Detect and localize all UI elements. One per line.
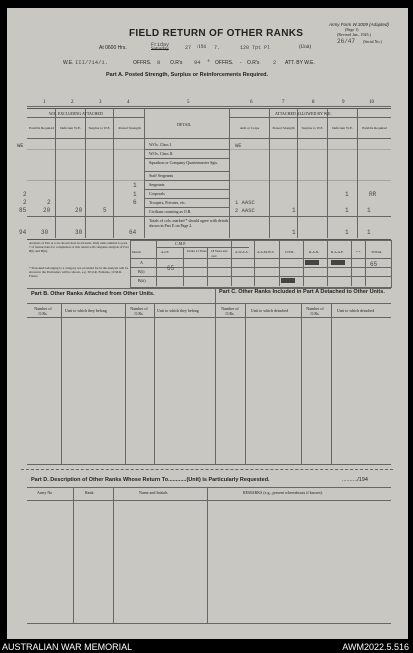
entry-civ-col2: 20	[43, 207, 51, 214]
analysis-head-aif: A.I.F.	[161, 250, 169, 254]
entry-row0-right: WE	[235, 142, 242, 149]
form-page	[7, 8, 408, 639]
day-value: Friday	[151, 42, 170, 48]
detail-row-cpl: Corporals	[149, 191, 165, 196]
part-c-head-unit1: Unit to which detached	[251, 308, 289, 313]
entry-total-col2: 30	[41, 229, 49, 236]
analysis-note-1: Analysis of Part A to be shown here in all units. Only units entitled to para. 7 of instructions for completion of this return will complete analysis of Part B(i) and B(ii).	[29, 241, 129, 253]
entry-total-col1: 94	[19, 229, 27, 236]
entry-row0-left: WE	[17, 142, 24, 149]
tear-line	[21, 469, 393, 470]
we-value: III/714/1.	[75, 59, 109, 66]
part-d-date: ........../194	[342, 477, 368, 483]
entry-tps-col2: 2	[47, 199, 51, 206]
col-num-3: 3	[99, 100, 102, 105]
analysis-head-18over: 18 Years and over	[211, 249, 228, 258]
detail-row-civ: Civilians counting as O.R.	[149, 209, 192, 214]
offrs-label: OFFRS.	[133, 60, 152, 66]
right-head-surplus: Surplus to W.E.	[301, 126, 324, 130]
redaction-mark-raaf	[331, 260, 345, 265]
right-head-establts: Establts Required	[362, 126, 387, 130]
ors2-value: 2	[273, 59, 277, 66]
col-num-8: 8	[312, 100, 315, 105]
at-line	[99, 45, 127, 51]
entry-tps-col4: 6	[133, 199, 137, 206]
col-num-7: 7	[282, 100, 285, 105]
analysis-head-ran: R.A.N.	[309, 250, 320, 254]
footer-accession-number: AWM2022.5.516	[342, 642, 409, 652]
part-b-head-unit1: Unit to which they belong	[65, 308, 107, 313]
we-excluding-header: W.E. EXCLUDING ATTACHED	[49, 111, 103, 116]
col-num-4: 4	[127, 100, 130, 105]
analysis-head-awas: A.W.A.S.	[235, 250, 249, 254]
form-title: FIELD RETURN OF OTHER RANKS	[129, 28, 304, 39]
analysis-head-civil: CIVIL	[285, 250, 295, 254]
offrs2-label: OFFRS.	[215, 60, 234, 66]
entry-civ-col1: 85	[19, 207, 27, 214]
col-num-1: 1	[43, 100, 46, 105]
date-value: 27	[185, 45, 192, 51]
army-form-label: Army Form W.3009 (Adapted)	[329, 22, 389, 27]
right-head-arm: Arm or Corps	[239, 126, 260, 130]
analysis-group-cmf: C.M.F.	[175, 241, 187, 246]
part-a-title: Part A. Posted Strength, Surplus or Reinforcements Required.	[106, 72, 269, 78]
detail-header: DETAIL	[177, 122, 192, 127]
redaction-mark-ran	[305, 260, 319, 265]
entry-total-col10: 1	[367, 229, 371, 236]
col-num-6: 6	[250, 100, 253, 105]
entry-cpl-col10: RR	[369, 191, 377, 198]
att-label: ATT. BY W.E.	[285, 60, 315, 66]
footer-institution: AUSTRALIAN WAR MEMORIAL	[2, 642, 133, 652]
part-c-head-num2: Number of O.Rs.	[306, 306, 324, 316]
analysis-total-value: 65	[370, 261, 378, 268]
ors2-label: O.R's	[247, 60, 260, 66]
date-year-label: /194	[197, 45, 206, 50]
revised-date: (Revised Jan., 1943.)	[337, 32, 371, 37]
analysis-head-detail: Detail	[132, 250, 141, 254]
entry-cpl-col4: 1	[133, 191, 137, 198]
detail-row-totals: Totals of cols. marked * should agree with details shown in Part E on Page 2.	[149, 218, 229, 228]
entry-tps-col1: 2	[23, 199, 27, 206]
at-hrs-label: At 0600 Hrs.	[99, 45, 127, 51]
part-c-head-unit2: Unit to which detached	[337, 308, 375, 313]
year-value: 7.	[214, 45, 221, 51]
detail-row-tps: Troopers, Privates, etc.	[149, 200, 186, 205]
part-b-title: Part B. Other Ranks Attached from Other Units.	[31, 291, 155, 297]
analysis-note-2: * Personnel belonging to a category not provided for in the analysis will be shown in the Particulars will be shown, e.g. 30 O.R. Females, 10 M.R. Fitters.	[29, 266, 129, 278]
redaction-mark-civil	[281, 278, 295, 283]
right-head-deficient: Deficient W.E.	[332, 126, 353, 130]
detail-row-ssgt: Staff Sergeants	[149, 173, 174, 178]
day-struck: Saturday	[151, 47, 169, 52]
offrs-value: 8	[157, 59, 161, 66]
detail-row-sgt: Sergeants	[149, 182, 165, 187]
detail-row-sqms: Squadron or Company Quartermaster Sgts.	[149, 160, 218, 165]
entry-sgt-col4: 1	[133, 182, 137, 189]
part-b-head-num2: Number of O.Rs.	[130, 306, 148, 316]
analysis-head-star: * *	[356, 250, 361, 254]
ors-value: 94	[194, 59, 201, 66]
left-head-deficient: Deficient W.E.	[60, 126, 81, 130]
part-c-head-num1: Number of O.Rs.	[221, 306, 239, 316]
entry-cpl-col1: 2	[23, 191, 27, 198]
part-c-title: Part C. Other Ranks Included in Part A Detached to Other Units.	[219, 289, 385, 295]
analysis-head-aamws: A.A.M.W.S.	[257, 250, 275, 254]
ors-label: O.R's	[170, 60, 183, 66]
col-num-2: 2	[71, 100, 74, 105]
part-d-head-rank: Rank	[85, 490, 94, 495]
analysis-head-under21: Under 21 Years	[187, 249, 207, 253]
entry-civ-col9: 1	[345, 207, 349, 214]
attached-allowed-header: ATTACHED ALLOWED BY W.E.	[275, 111, 332, 116]
unit-value: 120 Tpt Pl	[240, 45, 271, 51]
part-d-head-remarks: REMARKS (e.g., present whereabouts if known).	[243, 490, 323, 495]
entry-total-col4: 64	[129, 229, 137, 236]
offrs2-value: -	[239, 59, 243, 66]
entry-civ-col10: 1	[367, 207, 371, 214]
entry-total-col3: 30	[75, 229, 83, 236]
entry-civ-col6: 2 AASC	[235, 207, 255, 214]
entry-total-col9: 1	[345, 229, 349, 236]
part-d-head-name: Name and Initials	[139, 490, 168, 495]
col-num-10: 10	[369, 100, 374, 105]
entry-civ-col7: 1	[292, 207, 296, 214]
left-head-establts: Establts Required	[29, 126, 54, 130]
part-b-head-unit2: Unit to which they belong	[157, 308, 199, 313]
analysis-row-bi: B(i)	[138, 269, 145, 274]
left-head-posted: Posted Strength	[118, 126, 141, 130]
entry-civ-col4: 5	[103, 207, 107, 214]
entry-total-col7: 1	[292, 229, 296, 236]
analysis-row-bii: B(ii)	[138, 278, 146, 283]
col-num-5: 5	[187, 100, 190, 105]
analysis-head-total: TOTAL	[371, 250, 383, 254]
detail-row-wo2: W.Os. Class II.	[149, 151, 174, 156]
part-d-title: Part D. Description of Other Ranks Whose Return To............(Unit) is Particularly Requested.	[31, 477, 270, 483]
we-label: W.E.	[63, 60, 74, 66]
plus-sign: +	[207, 59, 211, 65]
entry-civ-col3: 20	[75, 207, 83, 214]
serial-label: (Serial No.)	[363, 39, 382, 44]
analysis-aif-value: 65	[167, 265, 175, 272]
entry-tps-col6: 1 AASC	[235, 199, 255, 206]
left-head-surplus: Surplus to W.E.	[88, 126, 111, 130]
right-head-posted: Posted Strength	[272, 126, 295, 130]
entry-cpl-col9: 1	[345, 191, 349, 198]
unit-label: (Unit)	[299, 45, 312, 50]
analysis-row-a: A	[140, 260, 143, 265]
serial-number-value: 26/47	[337, 38, 356, 45]
page-number: (Page 1)	[345, 27, 359, 32]
detail-row-wo1: W.Os. Class I.	[149, 142, 172, 147]
col-num-9: 9	[342, 100, 345, 105]
analysis-head-raaf: R.A.A.F.	[331, 250, 344, 254]
part-d-head-army-no: Army No	[37, 490, 53, 495]
footer-bar	[0, 639, 413, 653]
part-b-head-num1: Number of O.Rs.	[34, 306, 52, 316]
